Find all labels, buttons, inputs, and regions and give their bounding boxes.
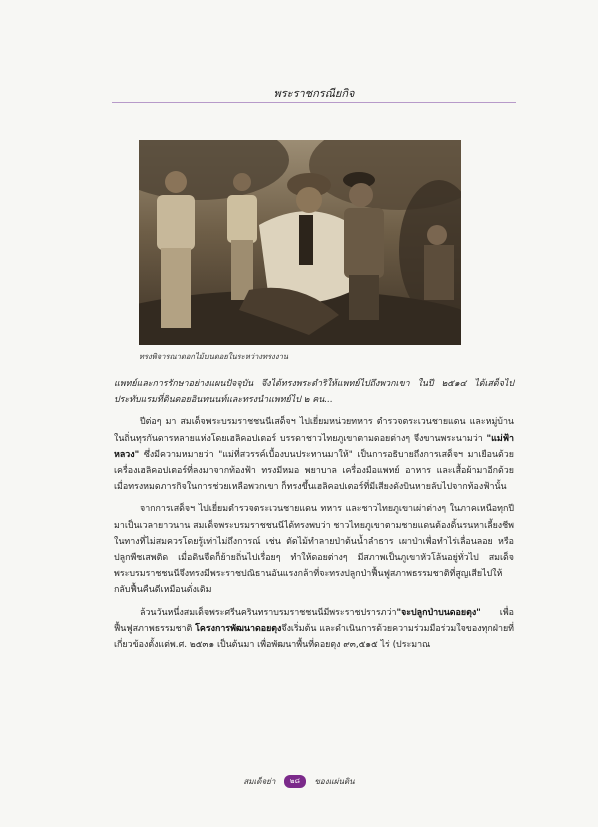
doi-tung-quote: "จะปลูกป่าบนดอยตุง" xyxy=(396,607,481,618)
paragraph-2 xyxy=(114,414,514,495)
header-rule xyxy=(112,102,516,103)
paragraph-4-part-a: ล้วนวันหนึ่งสมเด็จพระศรีนครินทราบรมราชชนนีมีพระราชปรารภว่า xyxy=(140,607,397,618)
paragraph-2-part-a: ปีต่อๆ มา สมเด็จพระบรมราชชนนีเสด็จฯ ไปเยี่ยมหน่วยทหาร ตำรวจตระเวนชายแดน และหมู่บ้านในถิ่นทุรกันดารหลายแห่งโดยเฮลิคอปเตอร์ บรรดาชาวไทยภูเขาตามดอยต่างๆ จึงขานพระนามว่า xyxy=(114,417,514,444)
body-text xyxy=(114,376,514,659)
page-number-badge: ๒๘ xyxy=(284,775,306,788)
photo-caption: ทรงพิจารณาดอกไม้บนดอยในระหว่างทรงงาน xyxy=(139,352,289,361)
page-footer xyxy=(0,775,598,788)
paragraph-4 xyxy=(114,605,514,654)
doi-tung-project-term: โครงการพัฒนาดอยตุง xyxy=(195,623,282,634)
photo xyxy=(139,140,461,345)
paragraph-3: จากการเสด็จฯ ไปเยี่ยมตำรวจตระเวนชายแดน ทหาร และชาวไทยภูเขาเผ่าต่างๆ ในภาคเหนือทุกปีมาเป็นเวลายาวนาน สมเด็จพระบรมราชชนนีได้ทรงพบว่า ชาวไทยภูเขาตามชายแดนต้องดิ้นรนหาเลี้ยงชีพในทางที่ไม่สมควรโดยรู้เท่าไม่ถึงการณ์ เช่น ตัดไม้ทำลายป่าต้นน้ำลำธาร เผาป่าเพื่อทำไร่เลื่อนลอย หรือปลูกพืชเสพติด เมื่อดินจืดก็ย้ายถิ่นไปเรื่อยๆ ทำให้ดอยต่างๆ มีสภาพเป็นภูเขาหัวโล้นอยู่ทั่วไป สมเด็จพระบรมราชชนนีจึงทรงมีพระราชปณิธานอันแรงกล้าที่จะทรงปลูกป่าฟื้นฟูสภาพธรรมชาติที่สูญเสียไปให้กลับฟื้นคืนดีเหมือนดั่งเดิม xyxy=(114,504,514,596)
paragraph-2-part-b: ซึ่งมีความหมายว่า "แม่ที่สวรรค์เบื้องบนประทานมาให้" เป็นการอธิบายถึงการเสด็จฯ มาเยือนด้วยเครื่องเฮลิคอปเตอร์ที่ลงมาจากท้องฟ้า ทรงมีหมอ พยาบาล เครื่องมือแพทย์ อาหาร และเสื้อผ้ามาอีกด้วย เมื่อทรงหมดภารกิจในการช่วยเหลือพวกเขา ก็ทรงขึ้นเฮลิคอปเตอร์ที่มีเสียงดังบินหายลับไปจากท้องฟ้านั้น xyxy=(114,449,514,493)
running-header: พระราชกรณียกิจ xyxy=(273,87,355,100)
mae-fah-luang-term: "แม่ฟ้าหลวง" xyxy=(114,433,514,460)
footer-right: ของแผ่นดิน xyxy=(314,777,355,786)
paragraph-1: แพทย์และการรักษาอย่างแผนปัจจุบัน จึงได้ทรงพระดำริให้แพทย์ไปถึงพวกเขา ในปี ๒๕๑๔ ได้เสด็จไปประทับแรมที่ดินดอยอินทนนท์และทรงนำแพทย์ไป ๒ คน... xyxy=(114,379,514,406)
sepia-photo-illustration xyxy=(139,140,461,345)
paragraph-4-part-c: จึงเริ่มต้น และดำเนินการด้วยความร่วมมือร่วมใจของทุกฝ่ายที่เกี่ยวข้องตั้งแต่พ.ศ. ๒๕๓๑ เป็นต้นมา เพื่อพัฒนาพื้นที่ดอยตุง ๙๓,๕๑๕ ไร่ (ประมาณ xyxy=(114,623,514,651)
footer-left: สมเด็จย่า xyxy=(243,777,276,786)
paragraph-4-part-b: เพื่อฟื้นฟูสภาพธรรมชาติ xyxy=(114,607,514,634)
